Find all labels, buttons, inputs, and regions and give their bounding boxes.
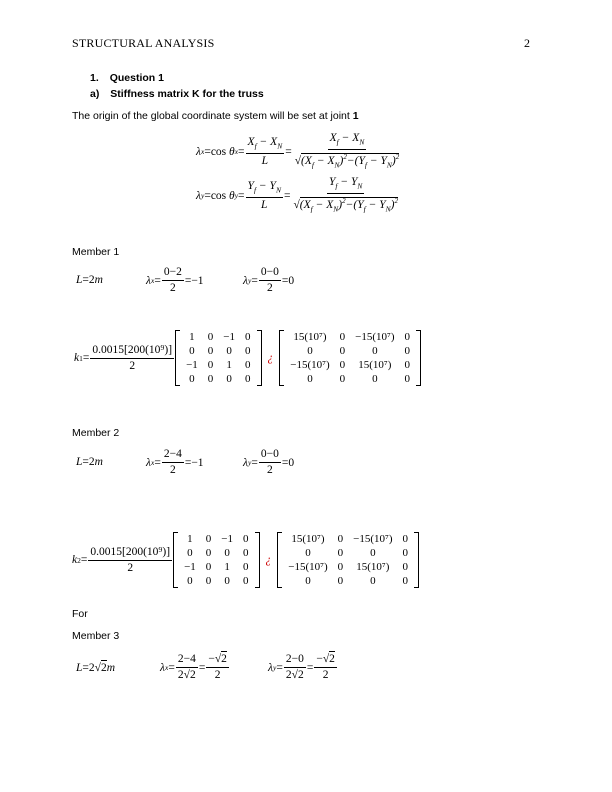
list-marker: 1. bbox=[90, 72, 99, 84]
page-number: 2 bbox=[524, 36, 531, 50]
k2-separator: ¿ bbox=[265, 554, 272, 566]
list-item-question bbox=[90, 72, 164, 84]
k1-coef-denominator: 2 bbox=[129, 359, 136, 372]
member1-heading: Member 1 bbox=[72, 246, 120, 258]
member1-length: L=2m bbox=[76, 274, 103, 286]
k1-result-matrix: 15(10⁷) 0 −15(10⁷) 0 0 0 0 0 −15(10⁷) 0 15(10⁷) 0 0 0 0 0 bbox=[279, 330, 421, 386]
intro-paragraph bbox=[72, 110, 359, 122]
for-label: For bbox=[72, 608, 88, 620]
k1-unit-matrix: 1 0 −1 0 0 0 0 0 −1 0 1 0 0 0 0 0 bbox=[175, 330, 261, 386]
k2-result-matrix: 15(10⁷) 0 −15(10⁷) 0 0 0 0 0 −15(10⁷) 0 15(10⁷) 0 0 0 0 0 bbox=[277, 532, 419, 588]
member3-length: L=2√2m bbox=[76, 662, 116, 674]
equation-lambda-y: λ y =cos θ y = $\frac{Y_f - Y_N}{L}$ = $\frac{Y_f - Y_N}{√(X_f - X_N)^2-(Y_f - Y_N)^2}$ bbox=[196, 176, 398, 214]
equation-lambda-x: λ x =cos θ x = $\frac{X_f - X_N}{L}$ = $\frac{X_f - X_N}{√(X_f - X_N)^2-(Y_f - Y_N)^2}$ bbox=[196, 132, 400, 170]
member2-heading: Member 2 bbox=[72, 427, 120, 439]
k1-coef-numerator: 0.0015[200(10⁹)] bbox=[90, 344, 174, 359]
k2-coef-numerator: 0.0015[200(10⁹)] bbox=[88, 546, 172, 561]
member3-lambda-x: λ x = $\frac{2-4}{2√2}$ = $\frac{-√2}{2}$ bbox=[160, 653, 227, 681]
member1-lambda-x: λ x = $\frac{0-2}{2}$ =−1 bbox=[146, 266, 204, 294]
equation-k1: k 1 = $\frac{\text{0.0015[200(10⁹)]}}{2}$ 1 0 −1 0 0 0 0 0 −1 0 1 0 0 0 0 0 ¿ 15(10⁷) 0 −15(10⁷) 0 0 0 0 0 −15(10⁷) 0 15(10⁷) 0 0 0 0 0 bbox=[74, 330, 421, 386]
intro-joint: 1 bbox=[352, 110, 359, 122]
running-header: STRUCTURAL ANALYSIS bbox=[72, 36, 215, 50]
member3-heading: Member 3 bbox=[72, 630, 120, 642]
list-label: Stiffness matrix K for the truss bbox=[110, 88, 264, 100]
member2-lambda-y: λ y = $\frac{0-0}{2}$ =0 bbox=[243, 448, 295, 476]
list-marker: a) bbox=[90, 88, 100, 100]
intro-text: The origin of the global coordinate system will be set at joint bbox=[72, 110, 353, 122]
member2-lambda-x: λ x = $\frac{2-4}{2}$ =−1 bbox=[146, 448, 204, 476]
member2-length: L=2m bbox=[76, 456, 103, 468]
member3-lambda-y: λ y = $\frac{2-0}{2√2}$ = $\frac{-√2}{2}$ bbox=[268, 653, 335, 681]
k2-unit-matrix: 1 0 −1 0 0 0 0 0 −1 0 1 0 0 0 0 0 bbox=[173, 532, 259, 588]
member1-lambda-y: λ y = $\frac{0-0}{2}$ =0 bbox=[243, 266, 295, 294]
equation-k2: k 2 = $\frac{\text{0.0015[200(10⁹)]}}{2}$ 1 0 −1 0 0 0 0 0 −1 0 1 0 0 0 0 0 ¿ 15(10⁷) 0 −15(10⁷) 0 0 0 0 0 −15(10⁷) 0 15(10⁷) 0 0 0 0 0 bbox=[72, 532, 419, 588]
list-item-stiffness bbox=[90, 88, 264, 100]
k1-separator: ¿ bbox=[267, 352, 274, 364]
list-label: Question 1 bbox=[109, 72, 164, 84]
k2-coef-denominator: 2 bbox=[127, 561, 134, 574]
